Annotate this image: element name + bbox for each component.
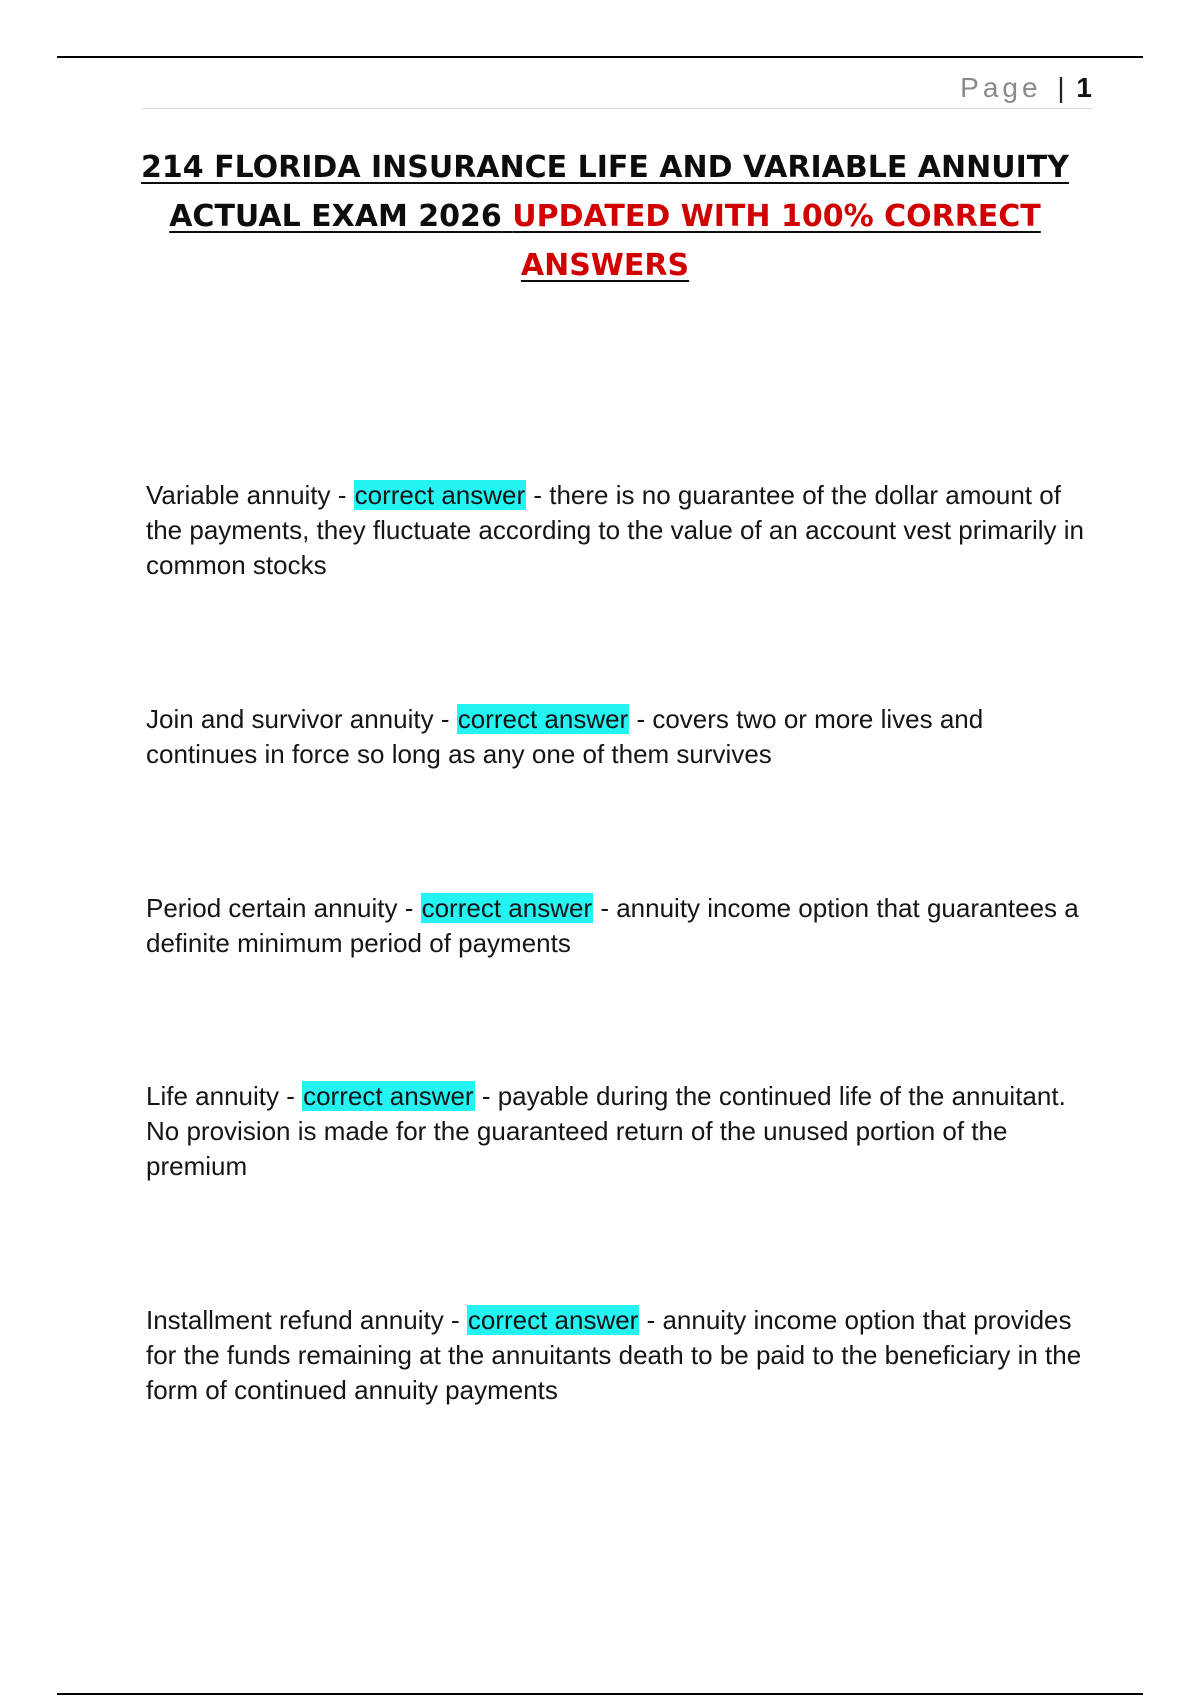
document-title <box>120 143 1090 290</box>
qa-term: Life annuity <box>146 1081 279 1111</box>
qa-separator: - <box>526 480 550 510</box>
correct-answer-marker: correct answer <box>457 704 629 734</box>
bottom-rule <box>57 1693 1143 1695</box>
qa-item <box>146 1079 1086 1184</box>
qa-separator: - <box>397 893 421 923</box>
qa-answer: there is no guarantee of the dollar amount of the payments, they fluctuate according to the value of an account vest primarily in common stocks <box>146 480 1084 580</box>
title-main: 214 FLORIDA INSURANCE LIFE AND VARIABLE ANNUITY ACTUAL EXAM 2026 <box>141 150 1069 234</box>
page-header <box>142 68 1092 109</box>
correct-answer-marker: correct answer <box>303 1081 474 1111</box>
qa-separator: - <box>639 1305 663 1335</box>
qa-separator: - <box>433 704 457 734</box>
correct-answer-marker: correct answer <box>421 893 593 923</box>
qa-item <box>146 702 1086 772</box>
qa-separator: - <box>629 704 653 734</box>
qa-separator: - <box>330 480 354 510</box>
qa-answer: annuity income option that provides for the funds remaining at the annuitants death to be paid to the beneficiary in the form of continued annuity payments <box>146 1305 1082 1405</box>
qa-separator: - <box>278 1081 303 1111</box>
qa-item <box>146 891 1086 961</box>
qa-term: Join and survivor annuity <box>146 704 434 734</box>
qa-item <box>146 478 1086 583</box>
qa-item <box>146 1303 1086 1408</box>
page-separator: | <box>1057 72 1065 103</box>
title-highlight: UPDATED WITH 100% CORRECT ANSWERS <box>512 199 1041 283</box>
qa-term: Variable annuity <box>146 480 331 510</box>
qa-answer: annuity income option that guarantees a definite minimum period of payments <box>146 893 1079 958</box>
qa-separator: - <box>443 1305 467 1335</box>
top-rule <box>57 56 1143 58</box>
qa-term: Installment refund annuity <box>146 1305 444 1335</box>
correct-answer-marker: correct answer <box>354 480 526 510</box>
qa-term: Period certain annuity <box>146 893 398 923</box>
qa-separator: - <box>474 1081 498 1111</box>
page-label: Page <box>960 72 1042 103</box>
qa-answer: covers two or more lives and continues in force so long as any one of them survives <box>146 704 984 769</box>
qa-answer: payable during the continued life of the annuitant. No provision is made for the guaranteed return of the unused portion of the premium <box>146 1081 1066 1181</box>
qa-separator: - <box>593 893 617 923</box>
correct-answer-marker: correct answer <box>467 1305 639 1335</box>
page-number: 1 <box>1076 72 1092 103</box>
